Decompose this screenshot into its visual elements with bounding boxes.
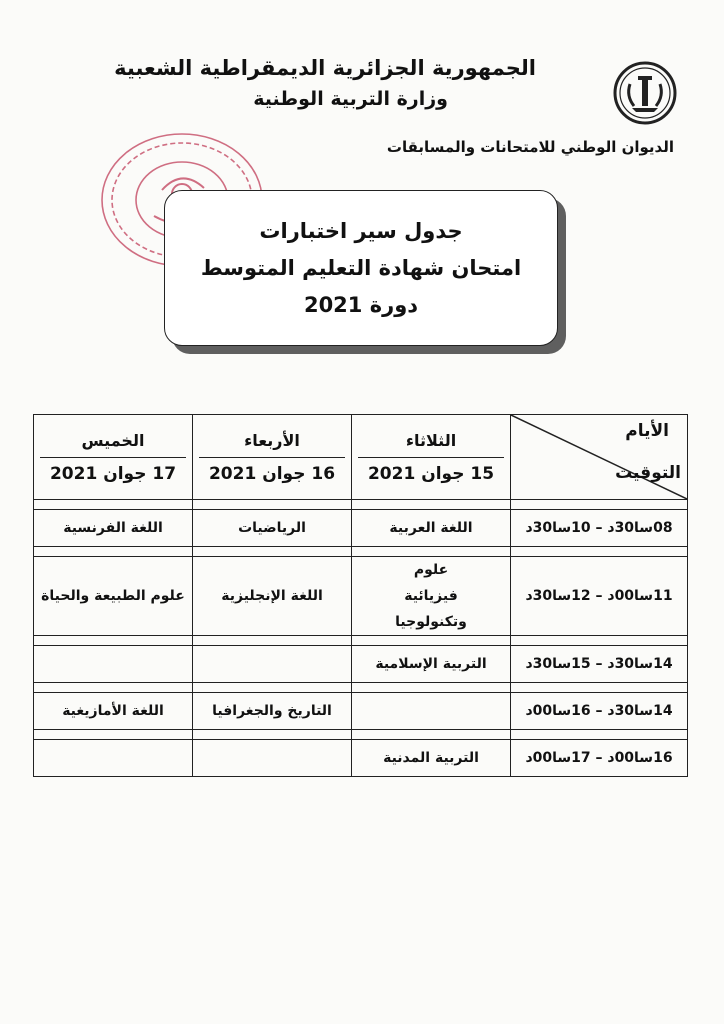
time-slot: 16سا00د – 17سا00د	[511, 740, 688, 777]
title-line-1: جدول سير اختبارات	[259, 218, 463, 243]
office-logo-icon	[612, 60, 678, 126]
office-name: الديوان الوطني للامتحانات والمسابقات	[386, 138, 674, 156]
table-spacer	[34, 730, 688, 740]
subject-cell: علوم فيزيائية وتكنولوجيا	[352, 557, 511, 636]
day-name: الخميس	[81, 430, 145, 450]
title-box	[164, 190, 558, 346]
day-name: الثلاثاء	[405, 430, 457, 450]
table-row	[34, 510, 688, 547]
table-spacer	[34, 500, 688, 510]
days-label: الأيام	[625, 421, 669, 441]
subject-cell: التربية المدنية	[352, 740, 511, 777]
subject-cell: اللغة العربية	[352, 510, 511, 547]
subject-cell: اللغة الإنجليزية	[193, 557, 352, 636]
subject-cell	[193, 740, 352, 777]
day-header-wednesday	[193, 415, 352, 500]
subject-cell	[34, 740, 193, 777]
subject-cell: التربية الإسلامية	[352, 646, 511, 683]
table-spacer	[34, 636, 688, 646]
subject-cell	[193, 646, 352, 683]
table-row	[34, 646, 688, 683]
subject-cell: التاريخ والجغرافيا	[193, 693, 352, 730]
time-slot: 14سا30د – 16سا00د	[511, 693, 688, 730]
table-row	[34, 740, 688, 777]
table-spacer	[34, 547, 688, 557]
corner-cell	[511, 415, 688, 500]
republic-name: الجمهورية الجزائرية الديمقراطية الشعبية	[114, 56, 536, 80]
time-slot: 14سا30د – 15سا30د	[511, 646, 688, 683]
day-date: 17 جوان 2021	[40, 457, 186, 490]
subject-cell	[352, 693, 511, 730]
ministry-name: وزارة التربية الوطنية	[253, 88, 448, 110]
day-header-tuesday	[352, 415, 511, 500]
day-date: 16 جوان 2021	[199, 457, 345, 490]
day-date: 15 جوان 2021	[358, 457, 504, 490]
subject-cell: اللغة الأمازيغية	[34, 693, 193, 730]
day-header-thursday	[34, 415, 193, 500]
subject-cell: الرياضيات	[193, 510, 352, 547]
table-row	[34, 693, 688, 730]
table-spacer	[34, 683, 688, 693]
title-line-3: دورة 2021	[303, 292, 419, 317]
day-name: الأربعاء	[244, 430, 300, 450]
subject-cell: اللغة الفرنسية	[34, 510, 193, 547]
time-slot: 08سا30د – 10سا30د	[511, 510, 688, 547]
time-slot: 11سا00د – 12سا30د	[511, 557, 688, 636]
subject-cell	[34, 646, 193, 683]
table-row	[34, 557, 688, 636]
exam-schedule-table	[33, 414, 688, 777]
subject-cell: علوم الطبيعة والحياة	[34, 557, 193, 636]
table-header-row	[34, 415, 688, 500]
title-line-2: امتحان شهادة التعليم المتوسط	[200, 255, 522, 280]
time-label: التوقيت	[615, 463, 681, 483]
